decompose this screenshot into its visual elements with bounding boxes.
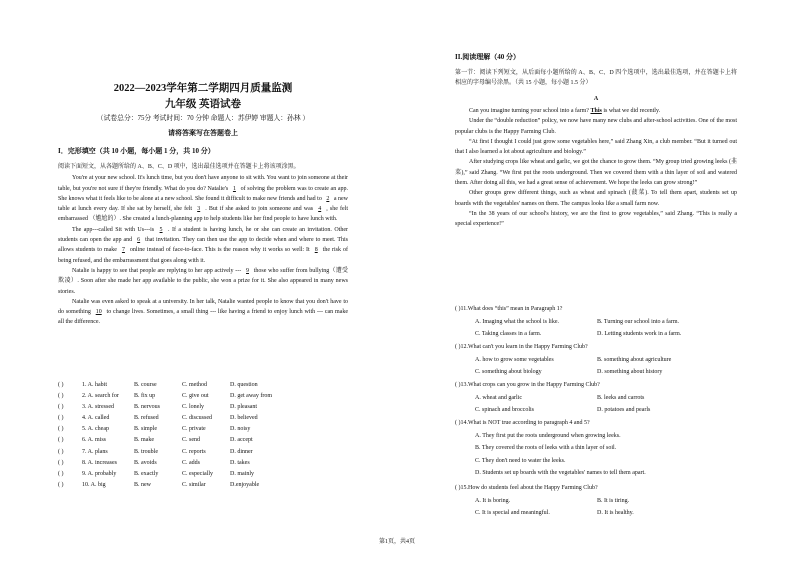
option-row	[455, 316, 737, 329]
section2-heading: II.阅读理解（40 分）	[455, 53, 520, 61]
answer-bracket[interactable]: ( )	[58, 426, 64, 433]
option-row	[455, 495, 737, 508]
option-row	[455, 328, 737, 341]
text-run: Natalie is happy to see that people are replying to her app actively ---	[72, 267, 242, 274]
cloze-instruction: 阅读下面短文，从各题所给的 A、B、C、D 项中，选出最佳选项并在答题卡上将该项涂黑。	[58, 164, 300, 170]
passage-para-6: “In the 38 years of our school's history, we are the first to grow vegetables,” said Zhang. “This is really a special experience!”	[455, 210, 737, 228]
blank-2: 2	[326, 195, 330, 202]
option-d: D. Letting students work in a farm.	[597, 331, 682, 338]
text-run: . If a student is having lunch, he or she can create an invitation. Other students can open the app and	[58, 226, 349, 244]
answer-bracket[interactable]: ( )	[58, 415, 64, 422]
option-row	[58, 413, 290, 424]
cloze-para-3	[58, 266, 348, 297]
option-a: 10. A. big	[82, 481, 106, 488]
option-a: A. wheat and garlic	[475, 394, 522, 401]
option-d: D. question	[230, 382, 258, 388]
option-a: 2. A. search for	[82, 393, 119, 400]
option-d: D. takes	[230, 459, 250, 466]
option-b: B. refused	[134, 415, 159, 422]
option-b: B. simple	[134, 426, 158, 433]
option-b: B. exactly	[134, 470, 159, 477]
option-a: 4. A. called	[82, 415, 110, 422]
blank-7: 7	[121, 247, 125, 254]
question-11	[455, 303, 737, 341]
reading-passage	[455, 106, 737, 230]
option-d: D. Students set up boards with the vegetables' names to tell them apart.	[475, 470, 646, 477]
option-c: C. It is special and meaningful.	[475, 510, 550, 517]
option-c: C. adds	[182, 459, 200, 466]
section2-instruction: 第一节：阅读下列短文，从后面每小题所给的 A、B、C、D 四个选项中，选出最佳选项，并在答题卡上将相应的字母编号涂黑。（共 15 小题，每小题 1.5 分）	[455, 70, 737, 87]
option-row	[58, 480, 290, 491]
answer-bracket[interactable]: ( )	[58, 404, 64, 411]
option-c: C. discussed	[182, 415, 212, 422]
option-c: C. similar	[182, 481, 206, 488]
option-d: D. accept	[230, 437, 253, 444]
exam-subtitle: 九年级 英语试卷	[164, 99, 242, 110]
option-row	[58, 435, 290, 446]
option-a: A. They first put the roots underground when growing leeks.	[475, 432, 621, 439]
option-row	[455, 392, 737, 405]
option-b: B. make	[134, 437, 154, 444]
answer-bracket[interactable]: ( )	[58, 470, 64, 477]
answer-bracket[interactable]: ( )	[58, 481, 64, 488]
option-b: B. fix up	[134, 393, 156, 400]
answer-bracket[interactable]: ( )	[58, 448, 64, 455]
text-run: You're at your new school. It's lunch time, but you don't have anyone to sit with. You want to join someone at their table, but you're not sure if they're friendly. What do you do? Natalie's	[58, 175, 348, 192]
option-row	[455, 354, 737, 367]
text-run: of solving the problem was to create an app. She knows what it feels like to be alone at a new school. She found it difficult to make new friends and had to	[58, 185, 349, 202]
option-c: C. private	[182, 426, 206, 433]
blank-1: 1	[232, 185, 236, 192]
option-a: 8. A. increases	[82, 459, 117, 466]
question-stem[interactable]: ( )14.What is NOT true according to paragraph 4 and 5?	[455, 420, 590, 426]
passage-label: A	[593, 96, 599, 102]
option-b: B. nervous	[134, 404, 160, 411]
option-a: 1. A. habit	[82, 382, 107, 388]
option-c: C. method	[182, 382, 207, 388]
option-b: B. It is tiring.	[597, 497, 630, 504]
option-a: 7. A. plans	[82, 448, 108, 455]
answer-bracket[interactable]: ( )	[58, 382, 64, 388]
passage-para-4: After studying crops like wheat and garlic, we got the chance to grow them. “My group tried growing leeks (韭菜),” said Zhang. “We first put the roots underground. Then we covered them with a thin layer of soil and watered them. After doing all this, we had a great sense of achievement. We hope the leeks can grow strong!”	[455, 159, 737, 187]
option-d: D. something about history	[597, 369, 663, 376]
option-d: D. noisy	[230, 426, 251, 433]
answer-bracket[interactable]: ( )	[58, 459, 64, 466]
text-run: a new table at lunch every day. If she sat by herself, she felt	[58, 195, 348, 213]
question-12	[455, 341, 737, 379]
text-run: . But if she asked to join someone and was	[205, 206, 314, 213]
underlined-this: This	[590, 108, 602, 114]
option-a: A. how to grow some vegetables	[475, 356, 554, 363]
option-row	[455, 507, 737, 520]
text-run: to change lives. Sometimes, a small thing --- like having a friend to enjoy lunch with --- can make all the difference.	[58, 309, 348, 326]
option-a: A. It is boring.	[475, 497, 511, 504]
option-row	[58, 402, 290, 413]
option-row	[455, 455, 737, 468]
question-stem[interactable]: ( )13.What crops can you grow in the Happy Farming Club?	[455, 382, 600, 388]
option-d: D.enjoyable	[230, 481, 260, 488]
option-row	[58, 391, 290, 402]
exam-title: 2022—2023学年第二学期四月质量监测	[113, 83, 293, 94]
passage-para-2: Under the “double reduction” policy, we now have many new clubs and after-school activities. One of the most popular clubs is the Happy Farming Club.	[455, 118, 737, 135]
blank-9: 9	[246, 267, 250, 274]
option-b: B. They covered the roots of leeks with a thin layer of soil.	[475, 445, 617, 452]
option-d: D. dinner	[230, 448, 253, 455]
option-b: B. new	[134, 481, 151, 488]
question-15	[455, 482, 737, 520]
option-c: C. something about biology	[475, 369, 542, 376]
answer-bracket[interactable]: ( )	[58, 437, 64, 444]
option-b: B. something about agriculture	[597, 356, 672, 363]
question-stem[interactable]: ( )12.What can't you learn in the Happy Farming Club?	[455, 344, 588, 350]
option-b: B. Turning our school into a farm.	[597, 318, 679, 325]
section1-heading: I．完形填空（共 10 小题，每小题 1 分，共 10 分）	[58, 147, 215, 155]
option-b: B. trouble	[134, 448, 158, 455]
option-row	[455, 404, 737, 417]
option-c: C. Taking classes in a farm.	[475, 331, 542, 338]
text-run: The app---called Sit with Us---is	[72, 226, 155, 233]
option-b: B. course	[134, 382, 157, 388]
blank-5: 5	[159, 226, 163, 233]
option-d: D. believed	[230, 415, 258, 422]
option-row	[455, 366, 737, 379]
option-c: C. reports	[182, 448, 206, 455]
option-b: B. leeks and carrots	[597, 394, 645, 401]
page-footer: 第1页，共4页	[378, 539, 415, 545]
option-row	[58, 380, 290, 391]
option-row	[455, 442, 737, 455]
option-row	[58, 424, 290, 435]
text-run: that invitation. They can then use the app to decide when and where to meet. This allows students to make	[58, 237, 349, 254]
question-14	[455, 417, 737, 480]
question-13	[455, 379, 737, 417]
text-run: , she felt embarrassed （尴尬的）. She created a lunch-planning app to help students like her find people to have lunch with.	[58, 206, 349, 223]
exam-meta: （试卷总分：75分 考试时间：70 分钟 命题人：苏伊婷 审题人：孙林 ）	[96, 115, 310, 122]
cloze-para-1	[58, 173, 348, 224]
option-d: D. It is healthy.	[597, 510, 634, 517]
cloze-passage	[58, 162, 348, 328]
cloze-para-4	[58, 297, 348, 328]
question-stem[interactable]: ( )15.How do students feel about the Happy Farming Club?	[455, 485, 598, 491]
passage-para-3: “At first I thought I could just grow some vegetables here,” said Zhang Xin, a club member. “But it turned out that I also learned a lot about agriculture and biology.”	[455, 138, 737, 156]
option-c: C. send	[182, 437, 200, 444]
option-c: C. lonely	[182, 404, 204, 411]
option-c: C. They don't need to water the leeks.	[475, 457, 566, 464]
text-run: is what we did recently.	[603, 108, 661, 114]
option-a: 3. A. stressed	[82, 404, 114, 411]
option-c: C. especially	[182, 470, 213, 477]
text-run: Can you imagine turning your school into a farm?	[469, 108, 589, 114]
option-b: B. avoids	[134, 459, 157, 466]
text-run: the risk of being refused, and the embarrassment that goes along with it.	[58, 247, 348, 264]
passage-para-5: Other groups grew different things, such as wheat and spinach (菠菜). To tell them apart, students set up boards with the vegetables' names on them. The campus looks like a small farm now.	[455, 190, 737, 207]
text-run: those who suffer from bullying（遭受欺凌）. Soon after she made her app available to the public, she won a prize for it. She also appeared in many news stories.	[58, 267, 349, 295]
option-a: 6. A. miss	[82, 437, 107, 444]
option-c: C. give out	[182, 393, 209, 400]
option-a: A. Imaging what the school is like.	[475, 318, 559, 325]
answer-note: 请将答案写在答题卷上	[168, 129, 238, 137]
blank-4: 4	[318, 206, 322, 213]
blank-6: 6	[137, 237, 141, 244]
blank-10: 10	[95, 309, 102, 316]
option-c: C. spinach and broccolis	[475, 407, 534, 414]
option-a: 9. A. probably	[82, 470, 117, 477]
option-row	[58, 447, 290, 458]
option-row	[58, 469, 290, 480]
blank-8: 8	[314, 247, 318, 254]
answer-bracket[interactable]: ( )	[58, 393, 64, 400]
text-run: Natalie was even asked to speak at a university. In her talk, Natalie wanted people to know that you don't have to do something	[58, 298, 348, 316]
option-a: 5. A. cheap	[82, 426, 109, 433]
blank-3: 3	[197, 206, 201, 213]
cloze-options	[58, 380, 290, 491]
option-d: D. get away from	[230, 393, 272, 400]
option-d: D. pleasant	[230, 404, 257, 411]
option-row	[455, 467, 737, 480]
option-d: D. potatoes and pearls	[597, 407, 651, 414]
cloze-para-2	[58, 225, 348, 266]
option-row	[455, 430, 737, 443]
question-stem[interactable]: ( )11.What does “this” mean in Paragraph 1?	[455, 306, 563, 312]
passage-para-1	[455, 106, 737, 116]
option-row	[58, 458, 290, 469]
text-run: online instead of face-to-face. This is the reason why it works so well: It	[129, 247, 310, 254]
option-d: D. mainly	[230, 470, 254, 477]
